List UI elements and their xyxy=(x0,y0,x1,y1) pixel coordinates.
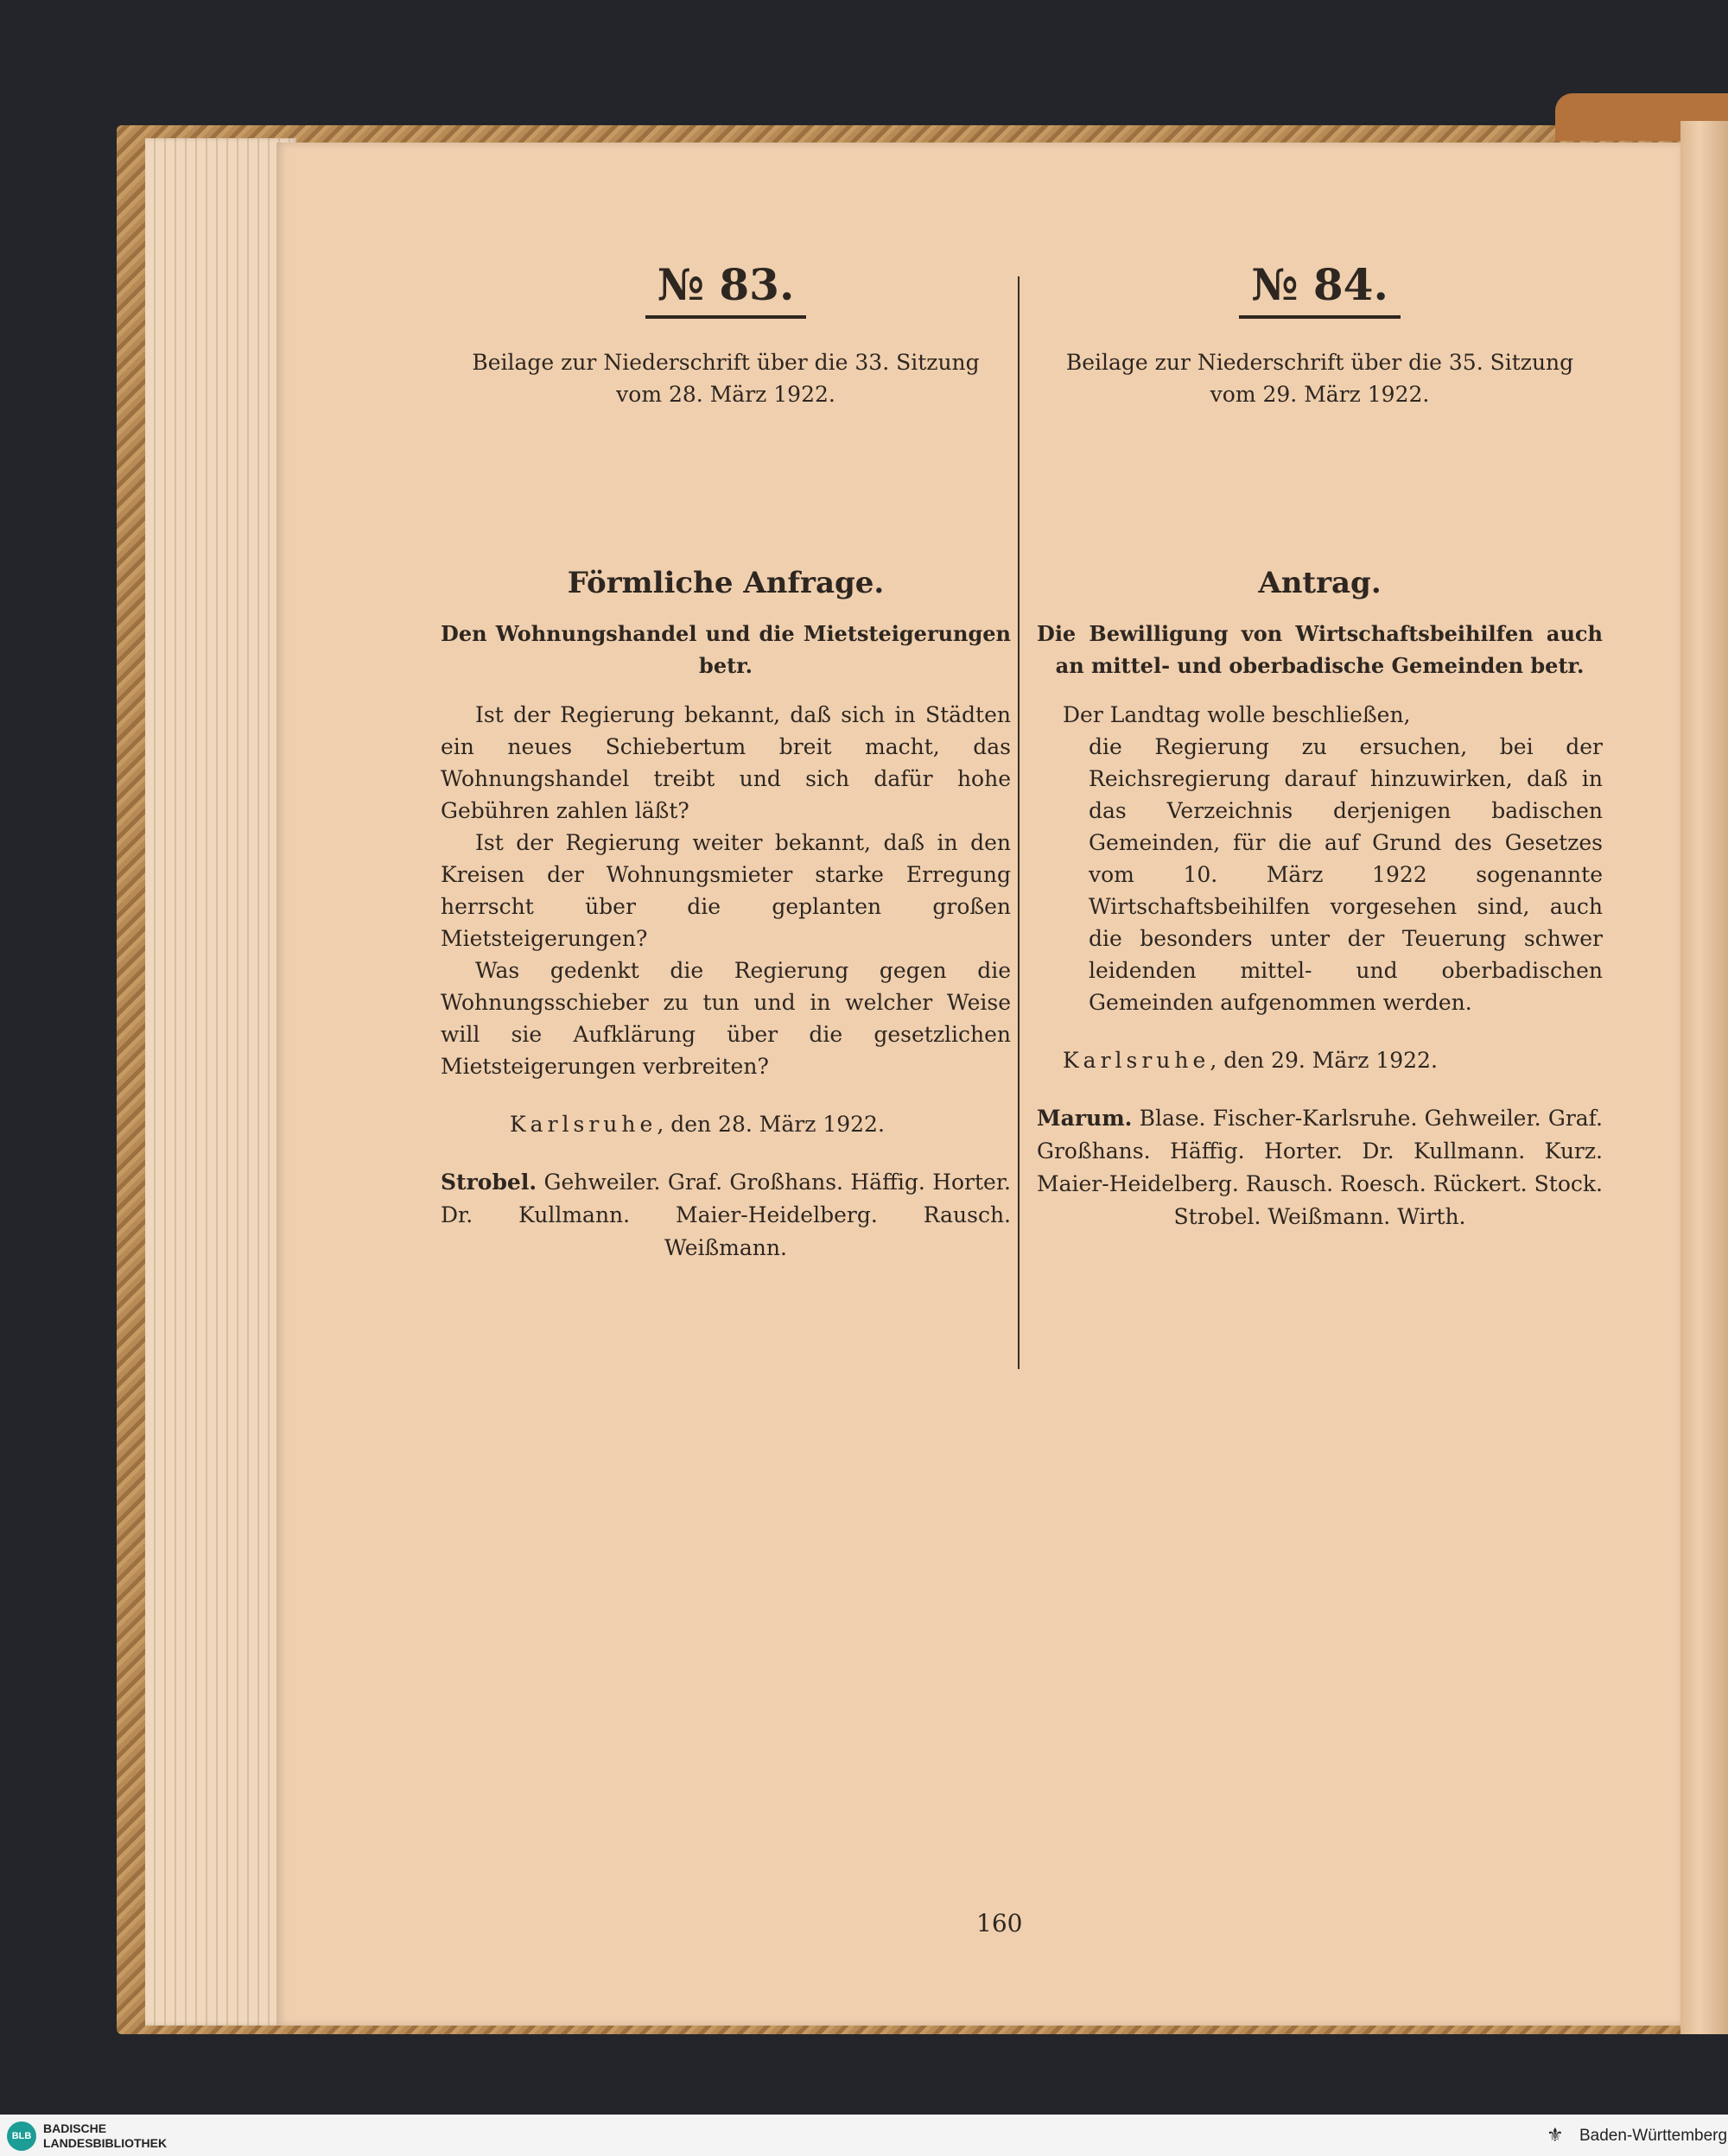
section-subheading: Die Bewilligung von Wirtschaftsbeihilfen auch an mittel- und oberbadische Gemeinden betr. xyxy=(1037,621,1603,678)
right-page-edge xyxy=(1680,121,1728,2034)
blb-logo-text: BADISCHE LANDESBIBLIOTHEK xyxy=(43,2121,168,2150)
signers: Strobel. Gehweiler. Graf. Großhans. Häffig. Horter. Dr. Kullmann. Maier-Heidelberg. Rausch. Weißmann. xyxy=(441,1170,1012,1260)
left-column xyxy=(441,259,1011,1265)
coat-of-arms-icon: ⚜ xyxy=(1547,2124,1564,2146)
bw-logo-text: Baden-Württemberg xyxy=(1579,2127,1728,2145)
paragraph: Ist der Regierung weiter bekannt, daß in den Kreisen der Wohnungsmieter starke Erregung herrscht über die geplanten großen Mietsteigerungen? xyxy=(441,830,1011,951)
intro-text: Der Landtag wolle beschließen, xyxy=(1063,702,1411,727)
page-number: 160 xyxy=(976,1909,1023,1937)
place-date: Karlsruhe, den 28. März 1922. xyxy=(510,1112,885,1137)
right-column xyxy=(1037,259,1603,1233)
section-subheading: Den Wohnungshandel und die Mietsteigerungen betr. xyxy=(441,621,1011,678)
paragraph: Ist der Regierung bekannt, daß sich in Städten ein neues Schiebertum breit macht, das Wohnungshandel treibt und sich dafür hohe Gebühren zahlen läßt? xyxy=(441,702,1011,823)
beilage-text: Beilage zur Niederschrift über die 35. Sitzung vom 29. März 1922. xyxy=(1065,350,1574,407)
place-date: Karlsruhe, den 29. März 1922. xyxy=(1063,1048,1438,1073)
footer-bar xyxy=(0,2115,1728,2156)
paragraph: Was gedenkt die Regierung gegen die Wohnungsschieber zu tun und in welcher Weise will sie Aufklärung über die gesetzlichen Mietsteigerungen verbreiten? xyxy=(441,958,1011,1079)
section-heading: Antrag. xyxy=(1258,566,1382,600)
column-divider xyxy=(1018,276,1020,1369)
beilage-text: Beilage zur Niederschrift über die 33. Sitzung vom 28. März 1922. xyxy=(472,350,980,407)
request-text: die Regierung zu ersuchen, bei der Reichsregierung darauf hinzuwirken, daß in das Verzeichnis derjenigen badischen Gemeinden, für die auf Grund des Gesetzes vom 10. März 1922 sogenannte Wirtschaftsbeihilfen vorgesehen sind, auch die besonders unter der Teuerung schwer leidenden mittel- und oberbadischen Gemeinden aufgenommen werden. xyxy=(1089,734,1603,1015)
blb-logo-icon: BLB xyxy=(7,2121,36,2151)
page-edges xyxy=(145,138,296,2026)
document-number: № 84. xyxy=(1037,259,1603,310)
signers: Marum. Blase. Fischer-Karlsruhe. Gehweiler. Graf. Großhans. Häffig. Horter. Dr. Kullmann. Kurz. Maier-Heidelberg. Rausch. Roesch. Rückert. Stock. Strobel. Weißmann. Wirth. xyxy=(1037,1106,1603,1229)
section-heading: Förmliche Anfrage. xyxy=(567,566,885,600)
document-number: № 83. xyxy=(441,259,1011,310)
